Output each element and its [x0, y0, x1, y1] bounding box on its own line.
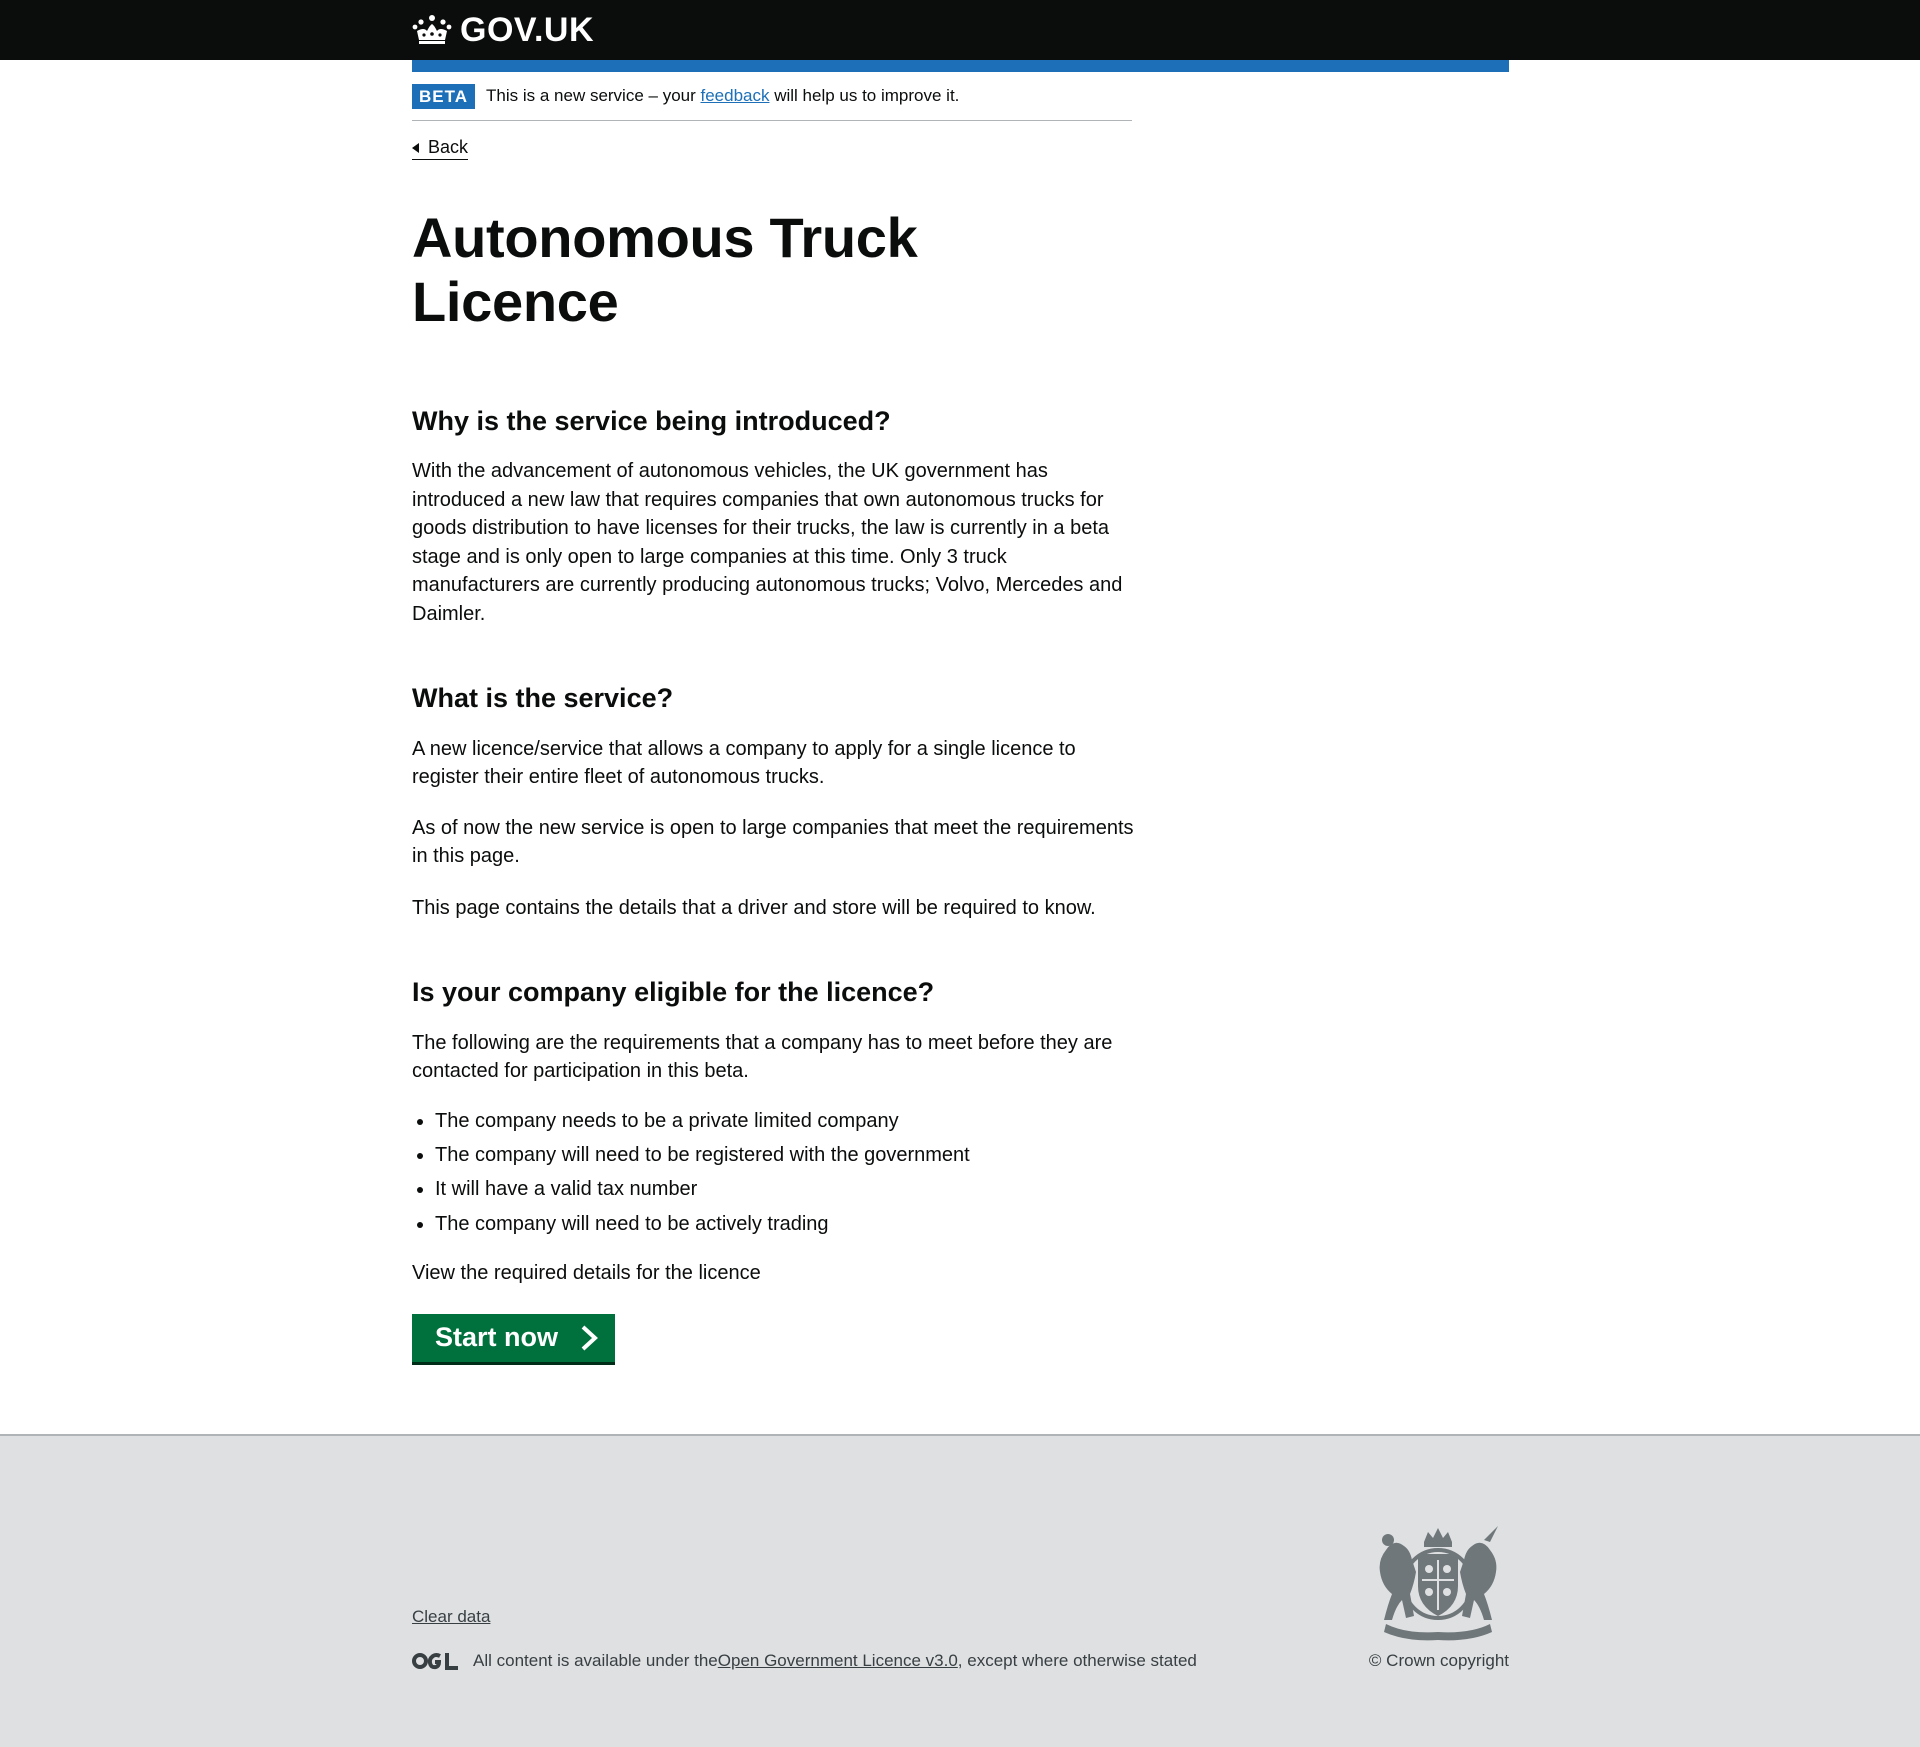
ogl-logo-icon	[412, 1651, 459, 1671]
phase-banner-text	[486, 86, 959, 106]
start-now-button[interactable]	[412, 1314, 615, 1362]
why-heading: Why is the service being introduced?	[412, 406, 891, 436]
govuk-logo-link[interactable]	[412, 11, 594, 50]
back-link-label: Back	[428, 137, 469, 157]
eligible-outro: View the required details for the licence	[412, 1261, 761, 1284]
site-footer	[0, 1434, 1920, 1747]
phase-text-after: will help us to improve it.	[769, 86, 960, 105]
start-now-label: Start now	[435, 1322, 559, 1352]
what-para-2: As of now the new service is open to large companies that meet the requirements in this page.	[412, 816, 1134, 868]
licence-text-before: All content is available under the	[473, 1651, 718, 1670]
list-item: • The company will need to be registered with the government	[435, 1138, 1137, 1172]
crown-copyright: © Crown copyright	[1368, 1651, 1509, 1670]
logo-text: GOV.UK	[460, 10, 595, 49]
page-container	[412, 60, 1509, 1362]
header-blue-bar	[412, 60, 1509, 72]
clear-data-link[interactable]: Clear data	[412, 1607, 491, 1626]
feedback-link[interactable]: feedback	[700, 86, 770, 105]
what-heading: What is the service?	[412, 682, 674, 713]
list-item: • It will have a valid tax number	[435, 1172, 1137, 1206]
phase-banner	[412, 72, 1132, 121]
back-link[interactable]	[412, 137, 468, 160]
open-government-licence-link[interactable]: Open Government Licence v3.0	[717, 1651, 958, 1670]
why-body: With the advancement of autonomous vehicles, the UK government has introduced a new law that requires companies that own autonomous trucks for goods distribution to have licenses for their trucks, the law is currently in a beta stage and is only open to large companies at this time. Only 3 truck manufacturers are currently producing autonomous trucks; Volvo, Mercedes and Daimler.	[412, 460, 1123, 625]
crown-icon	[412, 14, 452, 46]
eligible-heading: Is your company eligible for the licence?	[412, 976, 935, 1007]
licence-statement	[412, 1651, 1197, 1671]
what-para-1: A new licence/service that allows a company to apply for a single licence to register their entire fleet of autonomous trucks.	[412, 737, 1076, 789]
eligible-intro: The following are the requirements that a company has to meet before they are contacted for participation in this beta.	[412, 1031, 1113, 1083]
list-item: • The company needs to be a private limited company	[435, 1104, 1137, 1138]
what-para-3: This page contains the details that a driver and store will be required to know.	[412, 896, 1096, 919]
main-content	[412, 206, 1137, 1362]
back-triangle-icon	[412, 143, 419, 153]
chevron-right-icon	[580, 1325, 600, 1351]
requirements-list	[412, 1104, 1137, 1241]
page-title: Autonomous Truck Licence	[412, 206, 918, 333]
crest-container	[1359, 1524, 1509, 1644]
site-header	[0, 0, 1920, 60]
phase-text-before: This is a new service – your	[486, 86, 701, 105]
list-item: • The company will need to be actively trading	[435, 1207, 1137, 1241]
licence-text-after: , except where otherwise stated	[957, 1651, 1197, 1670]
royal-crest-icon	[1366, 1524, 1511, 1644]
beta-tag: BETA	[412, 84, 475, 109]
